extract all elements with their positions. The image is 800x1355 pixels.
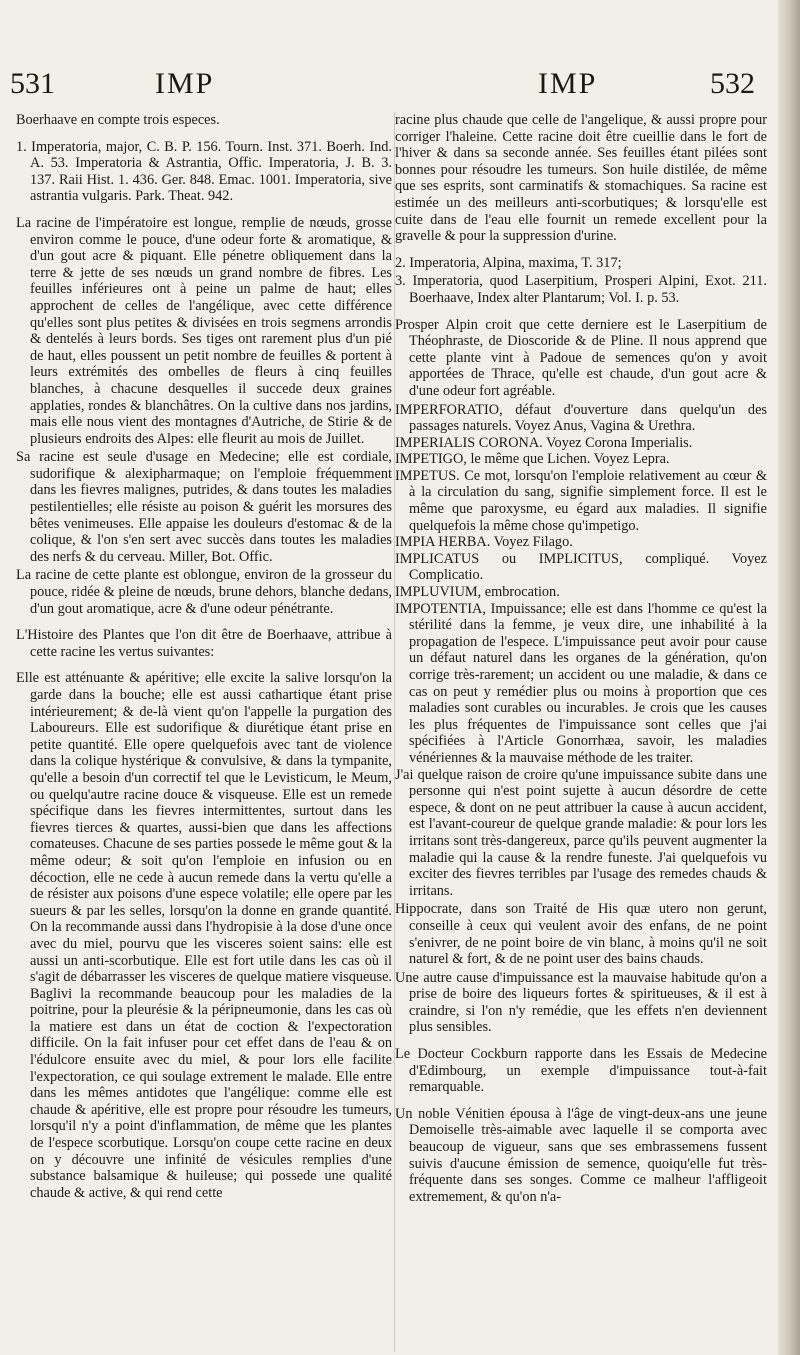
page-number-right: 532 <box>710 67 755 100</box>
paragraph: Un noble Vénitien épousa à l'âge de vingt-deux-ans une jeune Demoiselle très-aimable avec laquelle il se comporta avec beaucoup de vigueur, sans que ses embrassemens fussent suivis d'aucune émission de semence, quoiqu'elle fut très-fréquente dans ses songes. Comme ce malheur l'affligeoit extremement, & qu'on n'a- <box>395 1105 767 1205</box>
paragraph: L'Histoire des Plantes que l'on dit être de Boerhaave, attribue à cette racine les vertus suivantes: <box>16 627 392 660</box>
paragraph: Le Docteur Cockburn rapporte dans les Essais de Medecine d'Edimbourg, un exemple d'impuissance tout-à-fait remarquable. <box>395 1046 767 1096</box>
paragraph: J'ai quelque raison de croire qu'une impuissance subite dans une personne qui n'est point sujette à aucun désordre de cette espece, & dont on ne peut attribuer la cause à aucun accident, est l'avant-coureur de quelque grande maladie: & pour lors les irritans sont très-dangereux, parce qu'ils peuvent augmenter la maladie qui la cause & la rendre funeste. J'ai quelquefois vu exciter des fievres terribles par l'usage des remedes chauds & irritans. <box>395 766 767 899</box>
entry-imperialis-corona: IMPERIALIS CORONA. Voyez Corona Imperialis. <box>395 434 693 451</box>
entry-impetus: IMPETUS. Ce mot, lorsqu'on l'emploie relativement au cœur & à la circulation du sang, signifie simplement force. Il est le même que paroxysme, eu égard aux maladies. Il signifie quelquefois la même chose qu'impetigo. <box>395 467 767 534</box>
headword-right: IMP <box>538 67 598 100</box>
entry-implicatus: IMPLICATUS ou IMPLICITUS, compliqué. Voyez Complicatio. <box>395 550 767 584</box>
paragraph: Sa racine est seule d'usage en Medecine; elle est cordiale, sudorifique & alexipharmaque; on l'emploie fréquemment dans les fievres malignes, putrides, & dans toutes les maladies pestilentielles; elle résiste au poison & guérit les morsures des bêtes venimeuses. Elle appaise les douleurs d'estomac & de la colique, & l'on s'en sert avec succès dans toutes les maladies des nerfs & du cerveau. Miller, Bot. Offic. <box>16 449 392 565</box>
paragraph: Prosper Alpin croit que cette derniere est le Laserpitium de Théophraste, de Dioscoride & de Pline. Il nous apprend que cette plante vint à Padoue de semences qu'on y avoit apportées de Thrace, qu'elle est chaude, d'un gout acre & d'une odeur fort agréable. <box>395 316 767 399</box>
paragraph: racine plus chaude que celle de l'angelique, & aussi propre pour corriger l'haleine. Cette racine doit être cueillie dans le fort de l'hiver & dans sa seconde année. Ses feuilles étant pilées sont bonnes pour résoudre les tumeurs. Son huile distilée, de même que ses esprits, sont carminatifs & stomachiques. Sa racine est estimée un des meilleurs anti-scorbutiques; & lorsqu'elle est cuite dans de l'eau elle fournit un remede excellent pour la gravelle & pour la suppression d'urine. <box>395 112 767 245</box>
running-header <box>10 66 770 102</box>
page-number-left: 531 <box>10 67 55 100</box>
paragraph: 2. Imperatoria, Alpina, maxima, T. 317; <box>395 254 622 271</box>
paragraph: La racine de cette plante est oblongue, environ de la grosseur du pouce, ridée & pleine de nœuds, brune dehors, blanche dedans, d'un gout aromatique, acre & d'une odeur pénétrante. <box>16 567 392 617</box>
right-column <box>395 112 767 1207</box>
paragraph: Hippocrate, dans son Traité de His quæ utero non gerunt, conseille à ceux qui veulent avoir des enfans, de ne point s'enivrer, de ne point boire de vin blanc, à moins qu'il ne soit naturel & fort, & de ne point user des bains chauds. <box>395 901 767 968</box>
paragraph: Une autre cause d'impuissance est la mauvaise habitude qu'on a prise de boire des liqueurs fortes & spiritueuses, & il est à craindre, si l'on n'y remédie, que les effets n'en deviennent plus sensibles. <box>395 969 767 1036</box>
paragraph: Elle est atténuante & apéritive; elle excite la salive lorsqu'on la garde dans la bouche; elle est aussi cathartique étant prise intérieurement; & de-là vient qu'on l'appelle la purgation des Laboureurs. Elle est sudorifique & diurétique étant prise en petite quantité. Elle opere quelquefois avec tant de violence dans la colique hystérique & convulsive, & dans la tympanite, qu'elle a besoin d'un correctif tel que le Levisticum, le Meum, ou quelqu'autre racine douce & visqueuse. Elle est un remede spécifique dans les fievres intermittentes, surtout dans les fievres tierces & quartes, aussi-bien que dans les affections comateuses. Chacune de ses parties possede le même gout & la même odeur; & soit qu'on l'emploie en infusion ou en décoction, elle ne cede à aucun remede dans la vertu qu'elle a de résister aux poisons d'une espece volatile; elle opere par les sueurs & par les selles, lorsqu'on la donne en grande quantité. On la recommande aussi dans l'hydropisie à la dose d'une once avec du miel, pourvu que les visceres soient sains: elle est aussi un anti-scorbutique. Elle est fort utile dans les cas où il s'agit de débarrasser les visceres de quelque matiere visqueuse. Baglivi la recommande beaucoup pour les maladies de la poitrine, pour la pleurésie & la péripneumonie, dans les cas où la matiere est dans un état de coction & l'expectoration difficile. On la fait infuser pour cet effet dans de l'eau & on l'édulcore ensuite avec du miel, & pour lors elle facilite l'expectoration, ce qui soulage extrement le malade. Elle entre dans les mêmes antidotes que l'angélique: comme elle est chaude & apéritive, elle est propre pour résoudre les tumeurs, lorsqu'il n'y a point d'inflammation, de même que les plantes de l'espece scorbutique. Lorsqu'on coupe cette racine en deux on y découvre une infinité de vésicules remplies d'une substance balsamique & huileuse; qui possede une qualité chaude & active, & qui rend cette <box>16 670 392 1201</box>
entry-impotentia: IMPOTENTIA, Impuissance; elle est dans l'homme ce qu'est la stérilité dans la femme, je veux dire, une inhabilité à la propagation de l'espece. L'impuissance peut avoir pour cause un défaut naturel dans les organes de la génération, qu'on corrige très-rarement; un accident ou une maladie, & dans ce cas on peut y remédier plus ou moins à proportion que ces maladies sont curables ou incurables. Je crois que les causes les plus fréquentes de l'impuissance sont celles que j'ai spécifiées à l'Article Gonorrhæa, savoir, les maladies vénériennes & la mauvaise méthode de les traiter. <box>395 600 767 766</box>
paragraph: La racine de l'impératoire est longue, remplie de nœuds, grosse environ comme le pouce, d'une odeur forte & aromatique, & d'un gout acre & piquant. Elle pénetre obliquement dans la terre & jette de ses nœuds un grand nombre de fibres. Les feuilles inférieures ont à peine un palme de haut; elles approchent de celles de l'angélique, avec cette différence qu'elles sont plus petites & divisées en trois segmens arrondis & dentelés à leurs bords. Ses tiges ont rarement plus d'un pié de haut, elles poussent un petit nombre de feuilles & portent à leurs extrémités des ombelles de fleurs à cinq feuilles blanches, à chacune desquelles il succede deux graines applaties, rondes & blanchâtres. On la cultive dans nos jardins, mais elle nous vient des montagnes d'Autriche, de Stirie & de plusieurs endroits des Alpes: elle fleurit au mois de Juillet. <box>16 214 392 447</box>
entry-imperforatio: IMPERFORATIO, défaut d'ouverture dans quelqu'un des passages naturels. Voyez Anus, Vagina & Urethra. <box>395 401 767 435</box>
entry-impluvium: IMPLUVIUM, embrocation. <box>395 584 560 601</box>
left-column <box>16 112 392 1203</box>
headword-left: IMP <box>155 67 215 100</box>
entry-impetigo: IMPETIGO, le même que Lichen. Voyez Lepra. <box>395 451 670 468</box>
entry-impia-herba: IMPIA HERBA. Voyez Filago. <box>395 534 573 551</box>
paragraph: 1. Imperatoria, major, C. B. P. 156. Tourn. Inst. 371. Boerh. Ind. A. 53. Imperatoria & Astrantia, Offic. Imperatoria, J. B. 3. 137. Raii Hist. 1. 436. Ger. 848. Emac. 1001. Imperatoria, sive astrantia vulgaris. Park. Theat. 942. <box>16 138 392 205</box>
paragraph: Boerhaave en compte trois especes. <box>16 112 220 128</box>
book-spine-shadow <box>778 0 800 1355</box>
paragraph: 3. Imperatoria, quod Laserpitium, Prosperi Alpini, Exot. 211. Boerhaave, Index alter Plantarum; Vol. I. p. 53. <box>395 273 767 306</box>
